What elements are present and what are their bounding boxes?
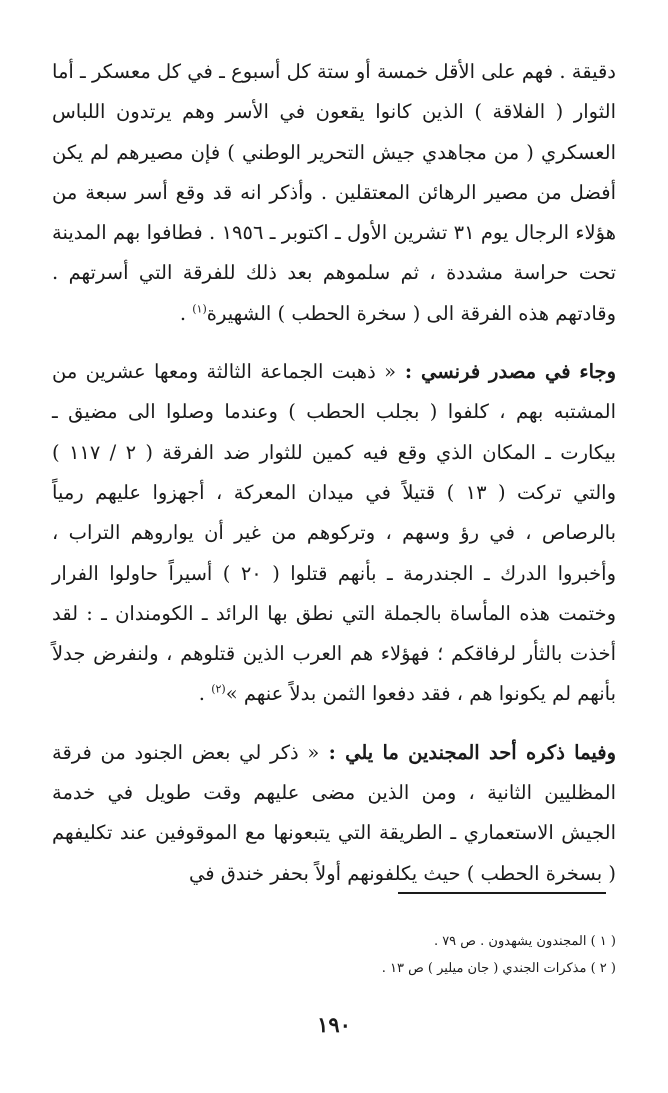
paragraph-3-text: « ذكر لي بعض الجنود من فرقة المظليين الثانية ، ومن الذين مضى عليهم وقت طويل في خدمة الجيش الاستعماري ـ الطريقة التي يتبعونها مع الموقوفين عند تكليفهم ( بسخرة الحطب ) حيث يكلفونهم أولاً بحفر خندق في bbox=[52, 740, 616, 885]
book-page-body bbox=[52, 52, 616, 894]
footnotes bbox=[52, 928, 616, 982]
paragraph-2-tail: . bbox=[198, 682, 212, 706]
footnote-separator bbox=[398, 892, 606, 894]
page-number: ١٩٠ bbox=[317, 1012, 351, 1037]
paragraph-1-tail: . bbox=[179, 301, 193, 325]
paragraph-2 bbox=[52, 352, 616, 715]
paragraph-1-text: دقيقة . فهم على الأقل خمسة أو ستة كل أسبوع ـ في كل معسكر ـ أما الثوار ( الفلاقة ) الذين كانوا يقعون في الأسر وهم يرتدون اللباس العسكري ( من مجاهدي جيش التحرير الوطني ) فإن مصيرهم لم يكن أفضل من مصير الرهائن المعتقلين . وأذكر انه قد وقع أسر سبعة من هؤلاء الرجال يوم ٣١ تشرين الأول ـ اكتوبر ـ ١٩٥٦ . فطافوا بهم المدينة تحت حراسة مشددة ، ثم سلموهم بعد ذلك للفرقة التي أسرتهم . وقادتهم هذه الفرقة الى ( سخرة الحطب ) الشهيرة bbox=[52, 60, 616, 325]
footnote-marker-2: (٢) bbox=[211, 682, 226, 696]
footnote-marker-1: (١) bbox=[192, 302, 207, 316]
paragraph-2-text: « ذهبت الجماعة الثالثة ومعها عشرين من المشتبه بهم ، كلفوا ( بجلب الحطب ) وعندما وصلوا الى مضيق ـ بيكارت ـ المكان الذي وقع فيه كمين للثوار ضد الفرقة ( ٢ / ١١٧ ) والتي تركت ( ١٣ ) قتيلاً في ميدان المعركة ، أجهزوا عليهم رمياً بالرصاص ، في رؤ وسهم ، وتركوهم من غير أن يواروهم التراب ، وأخبروا الدرك ـ الجندرمة ـ بأنهم قتلوا ( ٢٠ ) أسيراً حاولوا الفرار وختمت هذه المأساة بالجملة التي نطق بها الرائد ـ الكومندان ـ : لقد أخذت بالثأر لرفاقكم ؛ فهؤلاء هم العرب الذين قتلوهم ، ولنفرض جدلاً بأنهم لم يكونوا هم ، فقد دفعوا الثمن بدلاً عنهم » bbox=[52, 360, 617, 706]
paragraph-2-lead: وجاء في مصدر فرنسي : bbox=[396, 360, 616, 384]
footnote-1: ( ١ ) المجندون يشهدون . ص ٧٩ . bbox=[433, 934, 616, 949]
paragraph-3 bbox=[52, 733, 616, 894]
paragraph-3-lead: وفيما ذكره أحد المجندين ما يلي : bbox=[319, 740, 616, 764]
footnote-2: ( ٢ ) مذكرات الجندي ( جان ميلير ) ص ١٣ . bbox=[381, 961, 616, 976]
paragraph-1 bbox=[52, 52, 616, 334]
